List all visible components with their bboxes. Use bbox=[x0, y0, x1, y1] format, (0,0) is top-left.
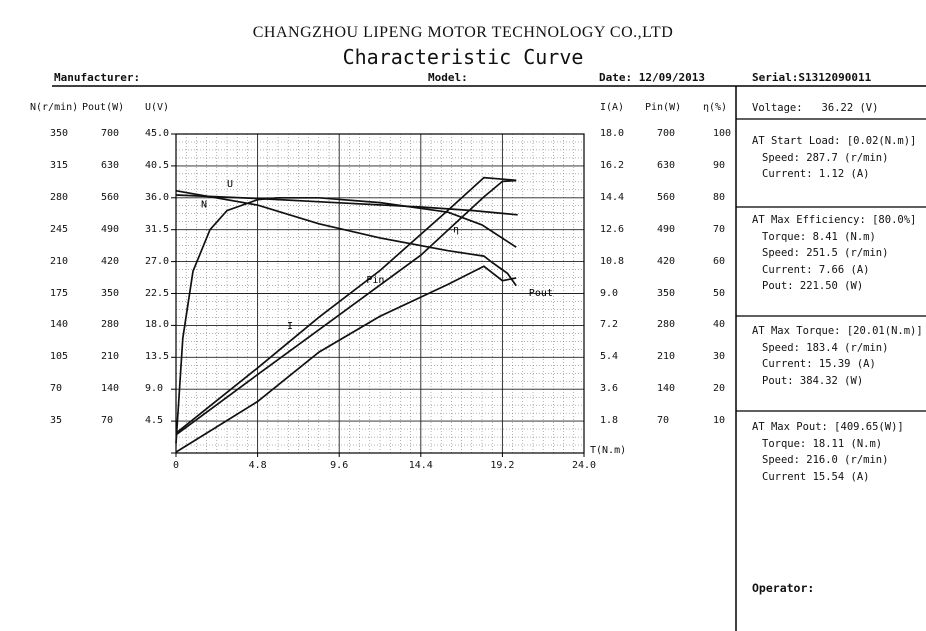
x-tick-label: 9.6 bbox=[330, 460, 349, 471]
pout-tick-label: 140 bbox=[101, 383, 120, 395]
model-label: Model: bbox=[428, 71, 468, 84]
pout-tick-label: 420 bbox=[101, 255, 120, 267]
voltage-value: 36.22 (V) bbox=[821, 102, 879, 114]
n-tick-label: 210 bbox=[50, 255, 69, 267]
pin-tick-label: 700 bbox=[657, 128, 676, 139]
n-tick-label: 245 bbox=[50, 223, 69, 235]
pin-tick-label: 140 bbox=[657, 383, 676, 395]
series-n-line bbox=[176, 191, 516, 286]
pout-tick-label: 70 bbox=[101, 415, 114, 427]
eta-tick-label: 100 bbox=[713, 128, 732, 139]
eta-tick-label: 70 bbox=[713, 223, 726, 235]
u-tick-label: 31.5 bbox=[145, 223, 170, 235]
n-tick-label: 105 bbox=[50, 351, 69, 363]
pin-tick-label: 560 bbox=[657, 191, 676, 203]
i-tick-label: 7.2 bbox=[600, 319, 619, 331]
max-pout-title: AT Max Pout: [409.65(W)] bbox=[752, 421, 904, 433]
date-label: Date: 12/09/2013 bbox=[599, 71, 705, 84]
x-tick-label: 0 bbox=[172, 460, 180, 471]
x-tick-label: 24.0 bbox=[571, 460, 597, 471]
series-label: N bbox=[201, 199, 208, 211]
pin-tick-label: 280 bbox=[657, 319, 676, 331]
series-label: Pout bbox=[528, 287, 553, 299]
max-torque-current: Current: 15.39 (A) bbox=[762, 358, 876, 370]
series-label: U bbox=[227, 179, 234, 191]
max-efficiency-torque: Torque: 8.41 (N.m) bbox=[762, 230, 876, 243]
pout-tick-label: 630 bbox=[101, 159, 120, 171]
pin-tick-label: 350 bbox=[657, 287, 676, 299]
pin-tick-label: 210 bbox=[657, 351, 676, 363]
eta-tick-label: 60 bbox=[713, 255, 726, 267]
i-tick-label: 5.4 bbox=[600, 351, 619, 363]
max-efficiency-speed: Speed: 251.5 (r/min) bbox=[762, 247, 889, 259]
max-pout-block bbox=[752, 419, 904, 485]
u-tick-label: 45.0 bbox=[145, 128, 170, 139]
i-tick-label: 18.0 bbox=[600, 128, 625, 139]
manufacturer-label: Manufacturer: bbox=[54, 71, 141, 84]
max-torque-block bbox=[752, 323, 923, 389]
pout-tick-label: 210 bbox=[101, 351, 120, 363]
x-axis-label: T(N.m) bbox=[590, 445, 627, 456]
n-tick-label: 70 bbox=[50, 383, 63, 395]
n-axis-header: N(r/min) bbox=[30, 102, 79, 113]
max-pout-torque: Torque: 18.11 (N.m) bbox=[762, 437, 883, 450]
max-torque-speed: Speed: 183.4 (r/min) bbox=[762, 341, 889, 354]
i-tick-label: 16.2 bbox=[600, 159, 625, 171]
n-tick-label: 350 bbox=[50, 128, 69, 139]
i-tick-label: 14.4 bbox=[600, 191, 625, 203]
max-pout-speed: Speed: 216.0 (r/min) bbox=[762, 454, 889, 466]
max-torque-pout: Pout: 384.32 (W) bbox=[762, 374, 864, 387]
start-load-current: Current: 1.12 (A) bbox=[762, 168, 870, 180]
start-load-block bbox=[752, 133, 916, 183]
eta-tick-label: 10 bbox=[713, 415, 726, 427]
n-tick-label: 175 bbox=[50, 287, 69, 299]
eta-tick-label: 80 bbox=[713, 191, 726, 203]
pin-tick-label: 420 bbox=[657, 255, 676, 267]
u-tick-label: 22.5 bbox=[145, 287, 170, 299]
n-tick-label: 35 bbox=[50, 415, 63, 427]
max-efficiency-pout: Pout: 221.50 (W) bbox=[762, 280, 864, 292]
u-tick-label: 18.0 bbox=[145, 319, 170, 331]
i-tick-label: 12.6 bbox=[600, 223, 625, 235]
max-efficiency-title: AT Max Efficiency: [80.0%] bbox=[752, 214, 917, 226]
n-tick-label: 280 bbox=[50, 191, 69, 203]
series-label: I bbox=[287, 321, 294, 333]
eta-tick-label: 20 bbox=[713, 383, 726, 395]
pin-tick-label: 630 bbox=[657, 159, 676, 171]
u-tick-label: 4.5 bbox=[145, 415, 164, 427]
pin-tick-label: 490 bbox=[657, 223, 676, 235]
max-efficiency-current: Current: 7.66 (A) bbox=[762, 263, 870, 276]
eta-axis-header: η(%) bbox=[703, 102, 728, 113]
u-tick-label: 9.0 bbox=[145, 383, 164, 395]
i-tick-label: 1.8 bbox=[600, 415, 619, 427]
x-tick-label: 19.2 bbox=[490, 460, 515, 471]
start-load-title: AT Start Load: [0.02(N.m)] bbox=[752, 135, 917, 147]
pout-tick-label: 280 bbox=[101, 319, 120, 331]
u-tick-label: 36.0 bbox=[145, 191, 170, 203]
u-tick-label: 40.5 bbox=[145, 159, 170, 171]
x-tick-label: 4.8 bbox=[248, 460, 267, 471]
pout-tick-label: 490 bbox=[101, 223, 120, 235]
page-title: Characteristic Curve bbox=[342, 45, 584, 69]
pin-tick-label: 70 bbox=[657, 415, 670, 427]
i-axis-header: I(A) bbox=[600, 102, 625, 113]
voltage-label: Voltage: bbox=[752, 102, 803, 114]
u-axis-header: U(V) bbox=[145, 102, 170, 113]
company-name: CHANGZHOU LIPENG MOTOR TECHNOLOGY CO.,LTD bbox=[252, 24, 674, 41]
pout-axis-header: Pout(W) bbox=[82, 102, 125, 113]
voltage-row bbox=[752, 100, 878, 117]
i-tick-label: 9.0 bbox=[600, 287, 619, 299]
pin-axis-header: Pin(W) bbox=[645, 102, 682, 113]
max-torque-title: AT Max Torque: [20.01(N.m)] bbox=[752, 325, 923, 337]
pout-tick-label: 350 bbox=[101, 287, 120, 299]
n-tick-label: 140 bbox=[50, 319, 69, 331]
series-label: η bbox=[453, 224, 460, 236]
start-load-speed: Speed: 287.7 (r/min) bbox=[762, 151, 889, 164]
serial-label: Serial:S1312090011 bbox=[752, 71, 872, 84]
i-tick-label: 10.8 bbox=[600, 255, 625, 267]
eta-tick-label: 50 bbox=[713, 287, 726, 299]
u-tick-label: 27.0 bbox=[145, 255, 170, 267]
n-tick-label: 315 bbox=[50, 159, 69, 171]
eta-tick-label: 30 bbox=[713, 351, 726, 363]
operator-label: Operator: bbox=[752, 581, 815, 595]
eta-tick-label: 90 bbox=[713, 159, 726, 171]
max-efficiency-block bbox=[752, 212, 916, 295]
eta-tick-label: 40 bbox=[713, 319, 726, 331]
pout-tick-label: 560 bbox=[101, 191, 120, 203]
pout-tick-label: 700 bbox=[101, 128, 120, 139]
x-tick-label: 14.4 bbox=[408, 460, 433, 471]
series-label: Pin bbox=[366, 275, 385, 287]
u-tick-label: 13.5 bbox=[145, 351, 170, 363]
max-pout-current: Current 15.54 (A) bbox=[762, 470, 870, 483]
i-tick-label: 3.6 bbox=[600, 383, 619, 395]
